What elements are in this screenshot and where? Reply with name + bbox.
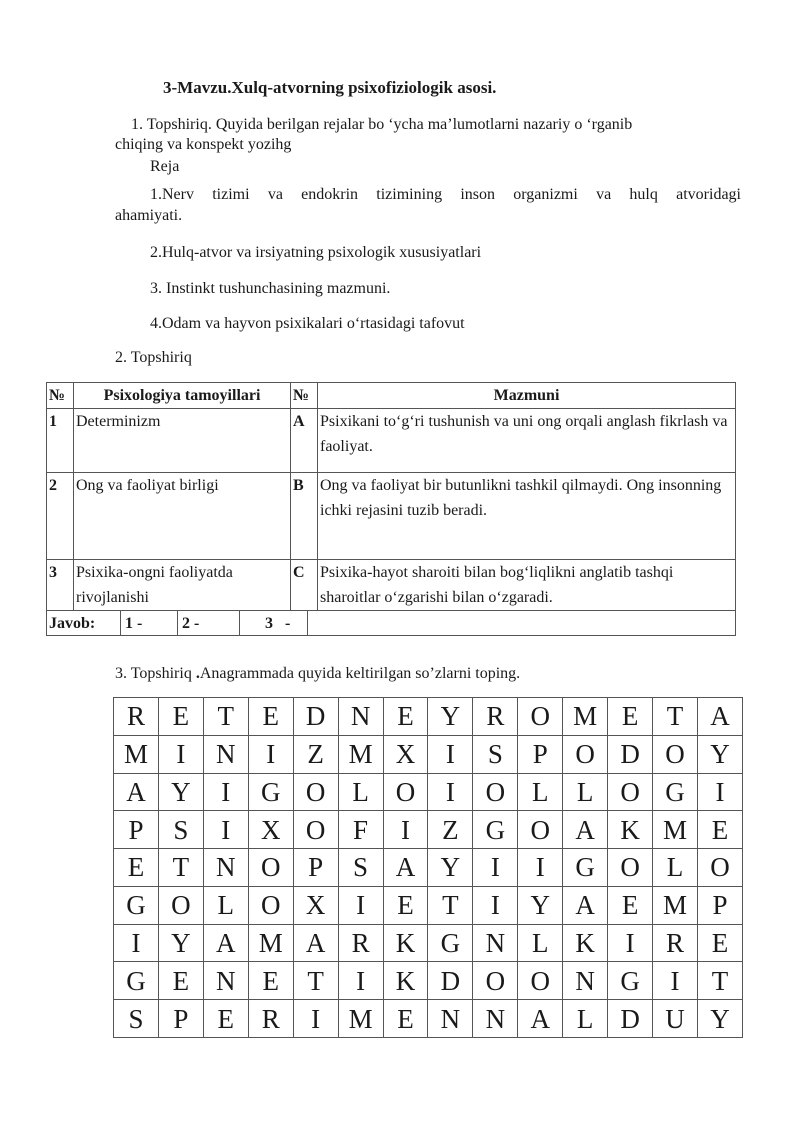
grid-row xyxy=(114,698,743,736)
grid-cell: I xyxy=(338,962,383,1000)
grid-cell: G xyxy=(653,773,698,811)
grid-cell: E xyxy=(114,849,159,887)
grid-cell: L xyxy=(518,773,563,811)
row-number: 1 xyxy=(47,409,74,473)
row-letter: B xyxy=(291,473,318,560)
row-letter: A xyxy=(291,409,318,473)
grid-cell: R xyxy=(114,698,159,736)
grid-cell: R xyxy=(248,1000,293,1038)
grid-cell: G xyxy=(563,849,608,887)
grid-row xyxy=(114,924,743,962)
grid-cell: P xyxy=(114,811,159,849)
content-cell: Ong va faoliyat bir butunlikni tashkil qilmaydi. Ong insonning ichki rejasini tuzib beradi. xyxy=(318,473,736,560)
grid-cell: P xyxy=(518,735,563,773)
grid-cell: E xyxy=(248,962,293,1000)
grid-cell: N xyxy=(203,849,248,887)
grid-cell: I xyxy=(114,924,159,962)
grid-cell: U xyxy=(653,1000,698,1038)
grid-cell: M xyxy=(114,735,159,773)
grid-cell: Y xyxy=(428,698,473,736)
grid-cell: I xyxy=(428,773,473,811)
anagram-grid xyxy=(113,697,743,1038)
grid-cell: K xyxy=(383,962,428,1000)
answer-divider xyxy=(307,610,308,636)
grid-cell: K xyxy=(383,924,428,962)
grid-row xyxy=(114,1000,743,1038)
task3-label-text: Anagrammada quyida keltirilgan so’zlarni toping. xyxy=(199,665,521,682)
grid-cell: K xyxy=(563,924,608,962)
grid-cell: Z xyxy=(428,811,473,849)
grid-cell: X xyxy=(383,735,428,773)
row-number: 3 xyxy=(47,560,74,611)
grid-row xyxy=(114,849,743,887)
header-letter: № xyxy=(291,383,318,409)
header-content: Mazmuni xyxy=(318,383,736,409)
grid-cell: L xyxy=(563,773,608,811)
grid-cell: M xyxy=(653,811,698,849)
grid-cell: T xyxy=(428,886,473,924)
plan-item-1-line1: 1.Nerv tizimi va endokrin tizimining inson organizmi va hulq atvoridagi xyxy=(150,186,741,203)
grid-cell: I xyxy=(653,962,698,1000)
task1-instruction-line2: chiqing va konspekt yozihg xyxy=(115,136,292,153)
grid-row xyxy=(114,886,743,924)
plan-item-2: 2.Hulq-atvor va irsiyatning psixologik xususiyatlari xyxy=(150,244,482,261)
grid-cell: T xyxy=(697,962,742,1000)
grid-cell: G xyxy=(114,962,159,1000)
grid-cell: O xyxy=(473,773,518,811)
grid-cell: P xyxy=(158,1000,203,1038)
grid-cell: E xyxy=(608,886,653,924)
grid-cell: A xyxy=(383,849,428,887)
grid-cell: E xyxy=(608,698,653,736)
grid-cell: D xyxy=(428,962,473,1000)
answer-1: 1 - xyxy=(125,615,143,632)
grid-cell: I xyxy=(338,886,383,924)
grid-cell: E xyxy=(383,698,428,736)
grid-cell: N xyxy=(428,1000,473,1038)
grid-cell: X xyxy=(248,811,293,849)
grid-row xyxy=(114,811,743,849)
grid-cell: G xyxy=(428,924,473,962)
grid-cell: O xyxy=(248,849,293,887)
principle-cell: Ong va faoliyat birligi xyxy=(74,473,291,560)
grid-cell: M xyxy=(248,924,293,962)
grid-cell: L xyxy=(653,849,698,887)
grid-cell: D xyxy=(293,698,338,736)
grid-cell: Y xyxy=(697,1000,742,1038)
plan-heading: Reja xyxy=(150,158,180,175)
grid-cell: I xyxy=(158,735,203,773)
answer-divider xyxy=(239,610,240,636)
grid-cell: G xyxy=(608,962,653,1000)
grid-row xyxy=(114,962,743,1000)
grid-cell: I xyxy=(383,811,428,849)
content-cell: Psixika-hayot sharoiti bilan bog‘liqlikni anglatib tashqi sharoitlar o‘zgarishi bilan o‘zgaradi. xyxy=(318,560,736,611)
grid-cell: N xyxy=(563,962,608,1000)
grid-cell: O xyxy=(383,773,428,811)
table-header-row xyxy=(47,383,736,409)
grid-cell: I xyxy=(518,849,563,887)
content-cell: Psixikani to‘g‘ri tushunish va uni ong orqali anglash fikrlash va faoliyat. xyxy=(318,409,736,473)
table-row xyxy=(47,409,736,473)
grid-cell: M xyxy=(338,735,383,773)
grid-cell: O xyxy=(248,886,293,924)
grid-cell: T xyxy=(293,962,338,1000)
grid-cell: L xyxy=(563,1000,608,1038)
grid-cell: R xyxy=(473,698,518,736)
grid-row xyxy=(114,735,743,773)
plan-item-4: 4.Odam va hayvon psixikalari o‘rtasidagi tafovut xyxy=(150,315,465,332)
answer-2: 2 - xyxy=(182,615,200,632)
page-title: 3-Mavzu.Xulq-atvorning psixofiziologik asosi. xyxy=(163,78,497,97)
grid-cell: I xyxy=(697,773,742,811)
grid-cell: G xyxy=(114,886,159,924)
grid-cell: A xyxy=(563,811,608,849)
grid-cell: S xyxy=(473,735,518,773)
grid-cell: E xyxy=(158,962,203,1000)
grid-cell: I xyxy=(428,735,473,773)
grid-cell: F xyxy=(338,811,383,849)
grid-cell: O xyxy=(608,773,653,811)
row-letter: C xyxy=(291,560,318,611)
grid-cell: N xyxy=(473,924,518,962)
grid-cell: K xyxy=(608,811,653,849)
principle-cell: Psixika-ongni faoliyatda rivojlanishi xyxy=(74,560,291,611)
grid-cell: O xyxy=(518,698,563,736)
grid-cell: E xyxy=(697,811,742,849)
grid-cell: Z xyxy=(293,735,338,773)
grid-cell: N xyxy=(203,735,248,773)
grid-cell: Y xyxy=(697,735,742,773)
task2-label: 2. Topshiriq xyxy=(115,349,192,366)
grid-cell: I xyxy=(608,924,653,962)
grid-cell: S xyxy=(114,1000,159,1038)
plan-item-1-line2: ahamiyati. xyxy=(115,207,183,224)
grid-cell: I xyxy=(473,849,518,887)
grid-cell: E xyxy=(697,924,742,962)
grid-cell: O xyxy=(473,962,518,1000)
grid-cell: S xyxy=(158,811,203,849)
answer-row xyxy=(47,611,736,636)
grid-cell: Y xyxy=(518,886,563,924)
grid-cell: M xyxy=(563,698,608,736)
grid-cell: O xyxy=(697,849,742,887)
grid-cell: R xyxy=(338,924,383,962)
grid-cell: A xyxy=(518,1000,563,1038)
grid-cell: T xyxy=(653,698,698,736)
answer-cell xyxy=(47,611,736,636)
grid-cell: N xyxy=(203,962,248,1000)
header-principles: Psixologiya tamoyillari xyxy=(74,383,291,409)
grid-cell: Y xyxy=(428,849,473,887)
task3-label xyxy=(115,664,520,684)
grid-cell: L xyxy=(203,886,248,924)
grid-cell: L xyxy=(518,924,563,962)
table-row xyxy=(47,560,736,611)
grid-cell: Y xyxy=(158,773,203,811)
table-row xyxy=(47,473,736,560)
grid-cell: O xyxy=(518,811,563,849)
task3-label-dot: . xyxy=(195,665,200,682)
grid-cell: O xyxy=(518,962,563,1000)
grid-cell: O xyxy=(563,735,608,773)
grid-cell: A xyxy=(293,924,338,962)
grid-row xyxy=(114,773,743,811)
grid-cell: G xyxy=(248,773,293,811)
grid-cell: N xyxy=(338,698,383,736)
plan-item-3: 3. Instinkt tushunchasining mazmuni. xyxy=(150,280,391,297)
grid-cell: I xyxy=(203,811,248,849)
grid-cell: I xyxy=(473,886,518,924)
grid-cell: O xyxy=(653,735,698,773)
grid-cell: G xyxy=(473,811,518,849)
grid-cell: E xyxy=(383,1000,428,1038)
answer-divider xyxy=(177,610,178,636)
task1-instruction-line1: 1. Topshiriq. Quyida berilgan rejalar bo ‘ycha ma’lumotlarni nazariy o ‘rganib xyxy=(131,116,633,133)
principles-table xyxy=(46,382,736,636)
grid-cell: X xyxy=(293,886,338,924)
task3-label-pre: 3. Topshiriq xyxy=(115,665,196,682)
answer-divider xyxy=(120,610,121,636)
grid-cell: E xyxy=(383,886,428,924)
grid-cell: S xyxy=(338,849,383,887)
grid-cell: L xyxy=(338,773,383,811)
grid-cell: O xyxy=(293,773,338,811)
answer-3: 3 - xyxy=(265,615,291,632)
grid-cell: E xyxy=(248,698,293,736)
grid-cell: O xyxy=(608,849,653,887)
grid-cell: A xyxy=(203,924,248,962)
row-number: 2 xyxy=(47,473,74,560)
grid-cell: I xyxy=(248,735,293,773)
grid-cell: O xyxy=(158,886,203,924)
grid-cell: P xyxy=(697,886,742,924)
grid-cell: D xyxy=(608,1000,653,1038)
grid-cell: M xyxy=(338,1000,383,1038)
grid-cell: O xyxy=(293,811,338,849)
grid-cell: A xyxy=(114,773,159,811)
grid-cell: T xyxy=(158,849,203,887)
grid-cell: D xyxy=(608,735,653,773)
grid-cell: R xyxy=(653,924,698,962)
answer-label: Javob: xyxy=(49,615,96,632)
grid-cell: A xyxy=(563,886,608,924)
grid-cell: I xyxy=(203,773,248,811)
grid-cell: P xyxy=(293,849,338,887)
grid-cell: I xyxy=(293,1000,338,1038)
grid-cell: Y xyxy=(158,924,203,962)
header-number: № xyxy=(47,383,74,409)
grid-cell: E xyxy=(158,698,203,736)
grid-cell: T xyxy=(203,698,248,736)
grid-cell: E xyxy=(203,1000,248,1038)
grid-cell: N xyxy=(473,1000,518,1038)
grid-cell: A xyxy=(697,698,742,736)
principle-cell: Determinizm xyxy=(74,409,291,473)
grid-cell: M xyxy=(653,886,698,924)
